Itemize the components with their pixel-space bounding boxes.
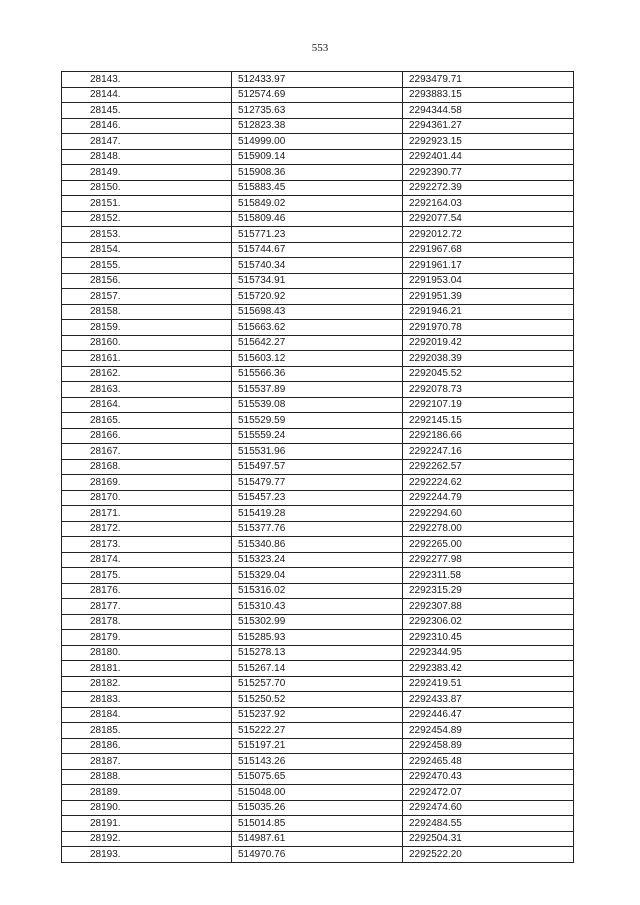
x-coordinate-cell: 514970.76 [232, 847, 403, 863]
x-coordinate-cell: 515035.26 [232, 800, 403, 816]
point-number-cell: 28154. [62, 242, 232, 258]
y-coordinate-cell: 2292446.47 [403, 707, 574, 723]
x-coordinate-cell: 515014.85 [232, 816, 403, 832]
table-row [62, 723, 574, 739]
table-row [62, 444, 574, 460]
x-coordinate-cell: 515143.26 [232, 754, 403, 770]
point-number-cell: 28149. [62, 165, 232, 181]
y-coordinate-cell: 2292458.89 [403, 738, 574, 754]
table-row [62, 366, 574, 382]
table-row [62, 490, 574, 506]
x-coordinate-cell: 515302.99 [232, 614, 403, 630]
point-number-cell: 28151. [62, 196, 232, 212]
x-coordinate-cell: 515222.27 [232, 723, 403, 739]
table-row [62, 149, 574, 165]
table-row [62, 227, 574, 243]
y-coordinate-cell: 2292470.43 [403, 769, 574, 785]
x-coordinate-cell: 515566.36 [232, 366, 403, 382]
table-row [62, 475, 574, 491]
table-row [62, 397, 574, 413]
x-coordinate-cell: 515849.02 [232, 196, 403, 212]
x-coordinate-cell: 515237.92 [232, 707, 403, 723]
point-number-cell: 28146. [62, 118, 232, 134]
y-coordinate-cell: 2293479.71 [403, 72, 574, 88]
y-coordinate-cell: 2292262.57 [403, 459, 574, 475]
table-row [62, 180, 574, 196]
y-coordinate-cell: 2291946.21 [403, 304, 574, 320]
table-row [62, 87, 574, 103]
y-coordinate-cell: 2291970.78 [403, 320, 574, 336]
table-row [62, 273, 574, 289]
table-row [62, 320, 574, 336]
y-coordinate-cell: 2292484.55 [403, 816, 574, 832]
point-number-cell: 28189. [62, 785, 232, 801]
y-coordinate-cell: 2292145.15 [403, 413, 574, 429]
y-coordinate-cell: 2292401.44 [403, 149, 574, 165]
y-coordinate-cell: 2292383.42 [403, 661, 574, 677]
point-number-cell: 28152. [62, 211, 232, 227]
x-coordinate-cell: 515267.14 [232, 661, 403, 677]
table-row [62, 568, 574, 584]
point-number-cell: 28182. [62, 676, 232, 692]
x-coordinate-cell: 512433.97 [232, 72, 403, 88]
point-number-cell: 28143. [62, 72, 232, 88]
point-number-cell: 28163. [62, 382, 232, 398]
y-coordinate-cell: 2292107.19 [403, 397, 574, 413]
x-coordinate-cell: 515479.77 [232, 475, 403, 491]
y-coordinate-cell: 2294344.58 [403, 103, 574, 119]
point-number-cell: 28145. [62, 103, 232, 119]
table-row [62, 676, 574, 692]
table-row [62, 289, 574, 305]
x-coordinate-cell: 515720.92 [232, 289, 403, 305]
x-coordinate-cell: 515323.24 [232, 552, 403, 568]
x-coordinate-cell: 512735.63 [232, 103, 403, 119]
point-number-cell: 28193. [62, 847, 232, 863]
table-row [62, 506, 574, 522]
table-row [62, 258, 574, 274]
point-number-cell: 28153. [62, 227, 232, 243]
x-coordinate-cell: 515497.57 [232, 459, 403, 475]
table-row [62, 459, 574, 475]
y-coordinate-cell: 2292419.51 [403, 676, 574, 692]
y-coordinate-cell: 2292278.00 [403, 521, 574, 537]
x-coordinate-cell: 515883.45 [232, 180, 403, 196]
x-coordinate-cell: 515909.14 [232, 149, 403, 165]
table-row [62, 816, 574, 832]
x-coordinate-cell: 512823.38 [232, 118, 403, 134]
table-row [62, 72, 574, 88]
y-coordinate-cell: 2292272.39 [403, 180, 574, 196]
y-coordinate-cell: 2292522.20 [403, 847, 574, 863]
x-coordinate-cell: 515603.12 [232, 351, 403, 367]
x-coordinate-cell: 515197.21 [232, 738, 403, 754]
point-number-cell: 28180. [62, 645, 232, 661]
x-coordinate-cell: 515457.23 [232, 490, 403, 506]
table-row [62, 831, 574, 847]
x-coordinate-cell: 515329.04 [232, 568, 403, 584]
y-coordinate-cell: 2292019.42 [403, 335, 574, 351]
point-number-cell: 28148. [62, 149, 232, 165]
table-row [62, 614, 574, 630]
x-coordinate-cell: 515744.67 [232, 242, 403, 258]
table-row [62, 335, 574, 351]
point-number-cell: 28157. [62, 289, 232, 305]
table-row [62, 118, 574, 134]
table-row [62, 583, 574, 599]
table-row [62, 242, 574, 258]
y-coordinate-cell: 2292186.66 [403, 428, 574, 444]
x-coordinate-cell: 515537.89 [232, 382, 403, 398]
point-number-cell: 28187. [62, 754, 232, 770]
point-number-cell: 28158. [62, 304, 232, 320]
table-row [62, 785, 574, 801]
table-row [62, 599, 574, 615]
point-number-cell: 28169. [62, 475, 232, 491]
table-row [62, 165, 574, 181]
point-number-cell: 28168. [62, 459, 232, 475]
point-number-cell: 28185. [62, 723, 232, 739]
point-number-cell: 28175. [62, 568, 232, 584]
point-number-cell: 28173. [62, 537, 232, 553]
table-row [62, 552, 574, 568]
x-coordinate-cell: 515377.76 [232, 521, 403, 537]
table-row [62, 103, 574, 119]
y-coordinate-cell: 2292244.79 [403, 490, 574, 506]
point-number-cell: 28170. [62, 490, 232, 506]
table-row [62, 754, 574, 770]
x-coordinate-cell: 512574.69 [232, 87, 403, 103]
table-row [62, 211, 574, 227]
x-coordinate-cell: 515531.96 [232, 444, 403, 460]
point-number-cell: 28167. [62, 444, 232, 460]
y-coordinate-cell: 2292277.98 [403, 552, 574, 568]
point-number-cell: 28160. [62, 335, 232, 351]
table-row [62, 521, 574, 537]
x-coordinate-cell: 515285.93 [232, 630, 403, 646]
y-coordinate-cell: 2292315.29 [403, 583, 574, 599]
y-coordinate-cell: 2292310.45 [403, 630, 574, 646]
point-number-cell: 28184. [62, 707, 232, 723]
y-coordinate-cell: 2291961.17 [403, 258, 574, 274]
x-coordinate-cell: 515250.52 [232, 692, 403, 708]
table-row [62, 134, 574, 150]
point-number-cell: 28188. [62, 769, 232, 785]
point-number-cell: 28181. [62, 661, 232, 677]
x-coordinate-cell: 515771.23 [232, 227, 403, 243]
y-coordinate-cell: 2292344.95 [403, 645, 574, 661]
x-coordinate-cell: 515340.86 [232, 537, 403, 553]
y-coordinate-cell: 2292923.15 [403, 134, 574, 150]
table-row [62, 707, 574, 723]
x-coordinate-cell: 515539.08 [232, 397, 403, 413]
coordinates-table [61, 71, 574, 863]
y-coordinate-cell: 2292390.77 [403, 165, 574, 181]
y-coordinate-cell: 2292045.52 [403, 366, 574, 382]
x-coordinate-cell: 515316.02 [232, 583, 403, 599]
point-number-cell: 28174. [62, 552, 232, 568]
y-coordinate-cell: 2292311.58 [403, 568, 574, 584]
y-coordinate-cell: 2292306.02 [403, 614, 574, 630]
x-coordinate-cell: 515740.34 [232, 258, 403, 274]
y-coordinate-cell: 2292465.48 [403, 754, 574, 770]
y-coordinate-cell: 2292474.60 [403, 800, 574, 816]
y-coordinate-cell: 2291951.39 [403, 289, 574, 305]
coordinates-table-body [62, 72, 574, 863]
x-coordinate-cell: 515278.13 [232, 645, 403, 661]
table-row [62, 382, 574, 398]
point-number-cell: 28166. [62, 428, 232, 444]
table-row [62, 537, 574, 553]
point-number-cell: 28155. [62, 258, 232, 274]
y-coordinate-cell: 2292078.73 [403, 382, 574, 398]
y-coordinate-cell: 2292077.54 [403, 211, 574, 227]
y-coordinate-cell: 2292038.39 [403, 351, 574, 367]
point-number-cell: 28178. [62, 614, 232, 630]
x-coordinate-cell: 515663.62 [232, 320, 403, 336]
table-row [62, 769, 574, 785]
point-number-cell: 28186. [62, 738, 232, 754]
y-coordinate-cell: 2294361.27 [403, 118, 574, 134]
page-number: 553 [311, 42, 329, 54]
y-coordinate-cell: 2292164.03 [403, 196, 574, 212]
x-coordinate-cell: 515734.91 [232, 273, 403, 289]
point-number-cell: 28144. [62, 87, 232, 103]
table-row [62, 196, 574, 212]
y-coordinate-cell: 2293883.15 [403, 87, 574, 103]
table-row [62, 304, 574, 320]
y-coordinate-cell: 2292247.16 [403, 444, 574, 460]
point-number-cell: 28147. [62, 134, 232, 150]
y-coordinate-cell: 2292307.88 [403, 599, 574, 615]
x-coordinate-cell: 515257.70 [232, 676, 403, 692]
y-coordinate-cell: 2292224.62 [403, 475, 574, 491]
y-coordinate-cell: 2292433.87 [403, 692, 574, 708]
y-coordinate-cell: 2292472.07 [403, 785, 574, 801]
point-number-cell: 28171. [62, 506, 232, 522]
point-number-cell: 28183. [62, 692, 232, 708]
point-number-cell: 28176. [62, 583, 232, 599]
x-coordinate-cell: 515908.36 [232, 165, 403, 181]
x-coordinate-cell: 514987.61 [232, 831, 403, 847]
point-number-cell: 28165. [62, 413, 232, 429]
table-row [62, 645, 574, 661]
x-coordinate-cell: 515048.00 [232, 785, 403, 801]
point-number-cell: 28150. [62, 180, 232, 196]
point-number-cell: 28179. [62, 630, 232, 646]
table-row [62, 351, 574, 367]
x-coordinate-cell: 515419.28 [232, 506, 403, 522]
point-number-cell: 28164. [62, 397, 232, 413]
y-coordinate-cell: 2292265.00 [403, 537, 574, 553]
table-row [62, 692, 574, 708]
table-row [62, 661, 574, 677]
x-coordinate-cell: 515698.43 [232, 304, 403, 320]
point-number-cell: 28172. [62, 521, 232, 537]
table-row [62, 738, 574, 754]
y-coordinate-cell: 2292012.72 [403, 227, 574, 243]
x-coordinate-cell: 515529.59 [232, 413, 403, 429]
x-coordinate-cell: 514999.00 [232, 134, 403, 150]
point-number-cell: 28192. [62, 831, 232, 847]
y-coordinate-cell: 2291967.68 [403, 242, 574, 258]
y-coordinate-cell: 2291953.04 [403, 273, 574, 289]
x-coordinate-cell: 515809.46 [232, 211, 403, 227]
y-coordinate-cell: 2292454.89 [403, 723, 574, 739]
point-number-cell: 28191. [62, 816, 232, 832]
table-row [62, 800, 574, 816]
table-row [62, 428, 574, 444]
point-number-cell: 28177. [62, 599, 232, 615]
table-row [62, 630, 574, 646]
x-coordinate-cell: 515310.43 [232, 599, 403, 615]
x-coordinate-cell: 515075.65 [232, 769, 403, 785]
point-number-cell: 28156. [62, 273, 232, 289]
point-number-cell: 28190. [62, 800, 232, 816]
y-coordinate-cell: 2292294.60 [403, 506, 574, 522]
table-row [62, 847, 574, 863]
point-number-cell: 28159. [62, 320, 232, 336]
y-coordinate-cell: 2292504.31 [403, 831, 574, 847]
point-number-cell: 28162. [62, 366, 232, 382]
x-coordinate-cell: 515642.27 [232, 335, 403, 351]
table-row [62, 413, 574, 429]
x-coordinate-cell: 515559.24 [232, 428, 403, 444]
point-number-cell: 28161. [62, 351, 232, 367]
